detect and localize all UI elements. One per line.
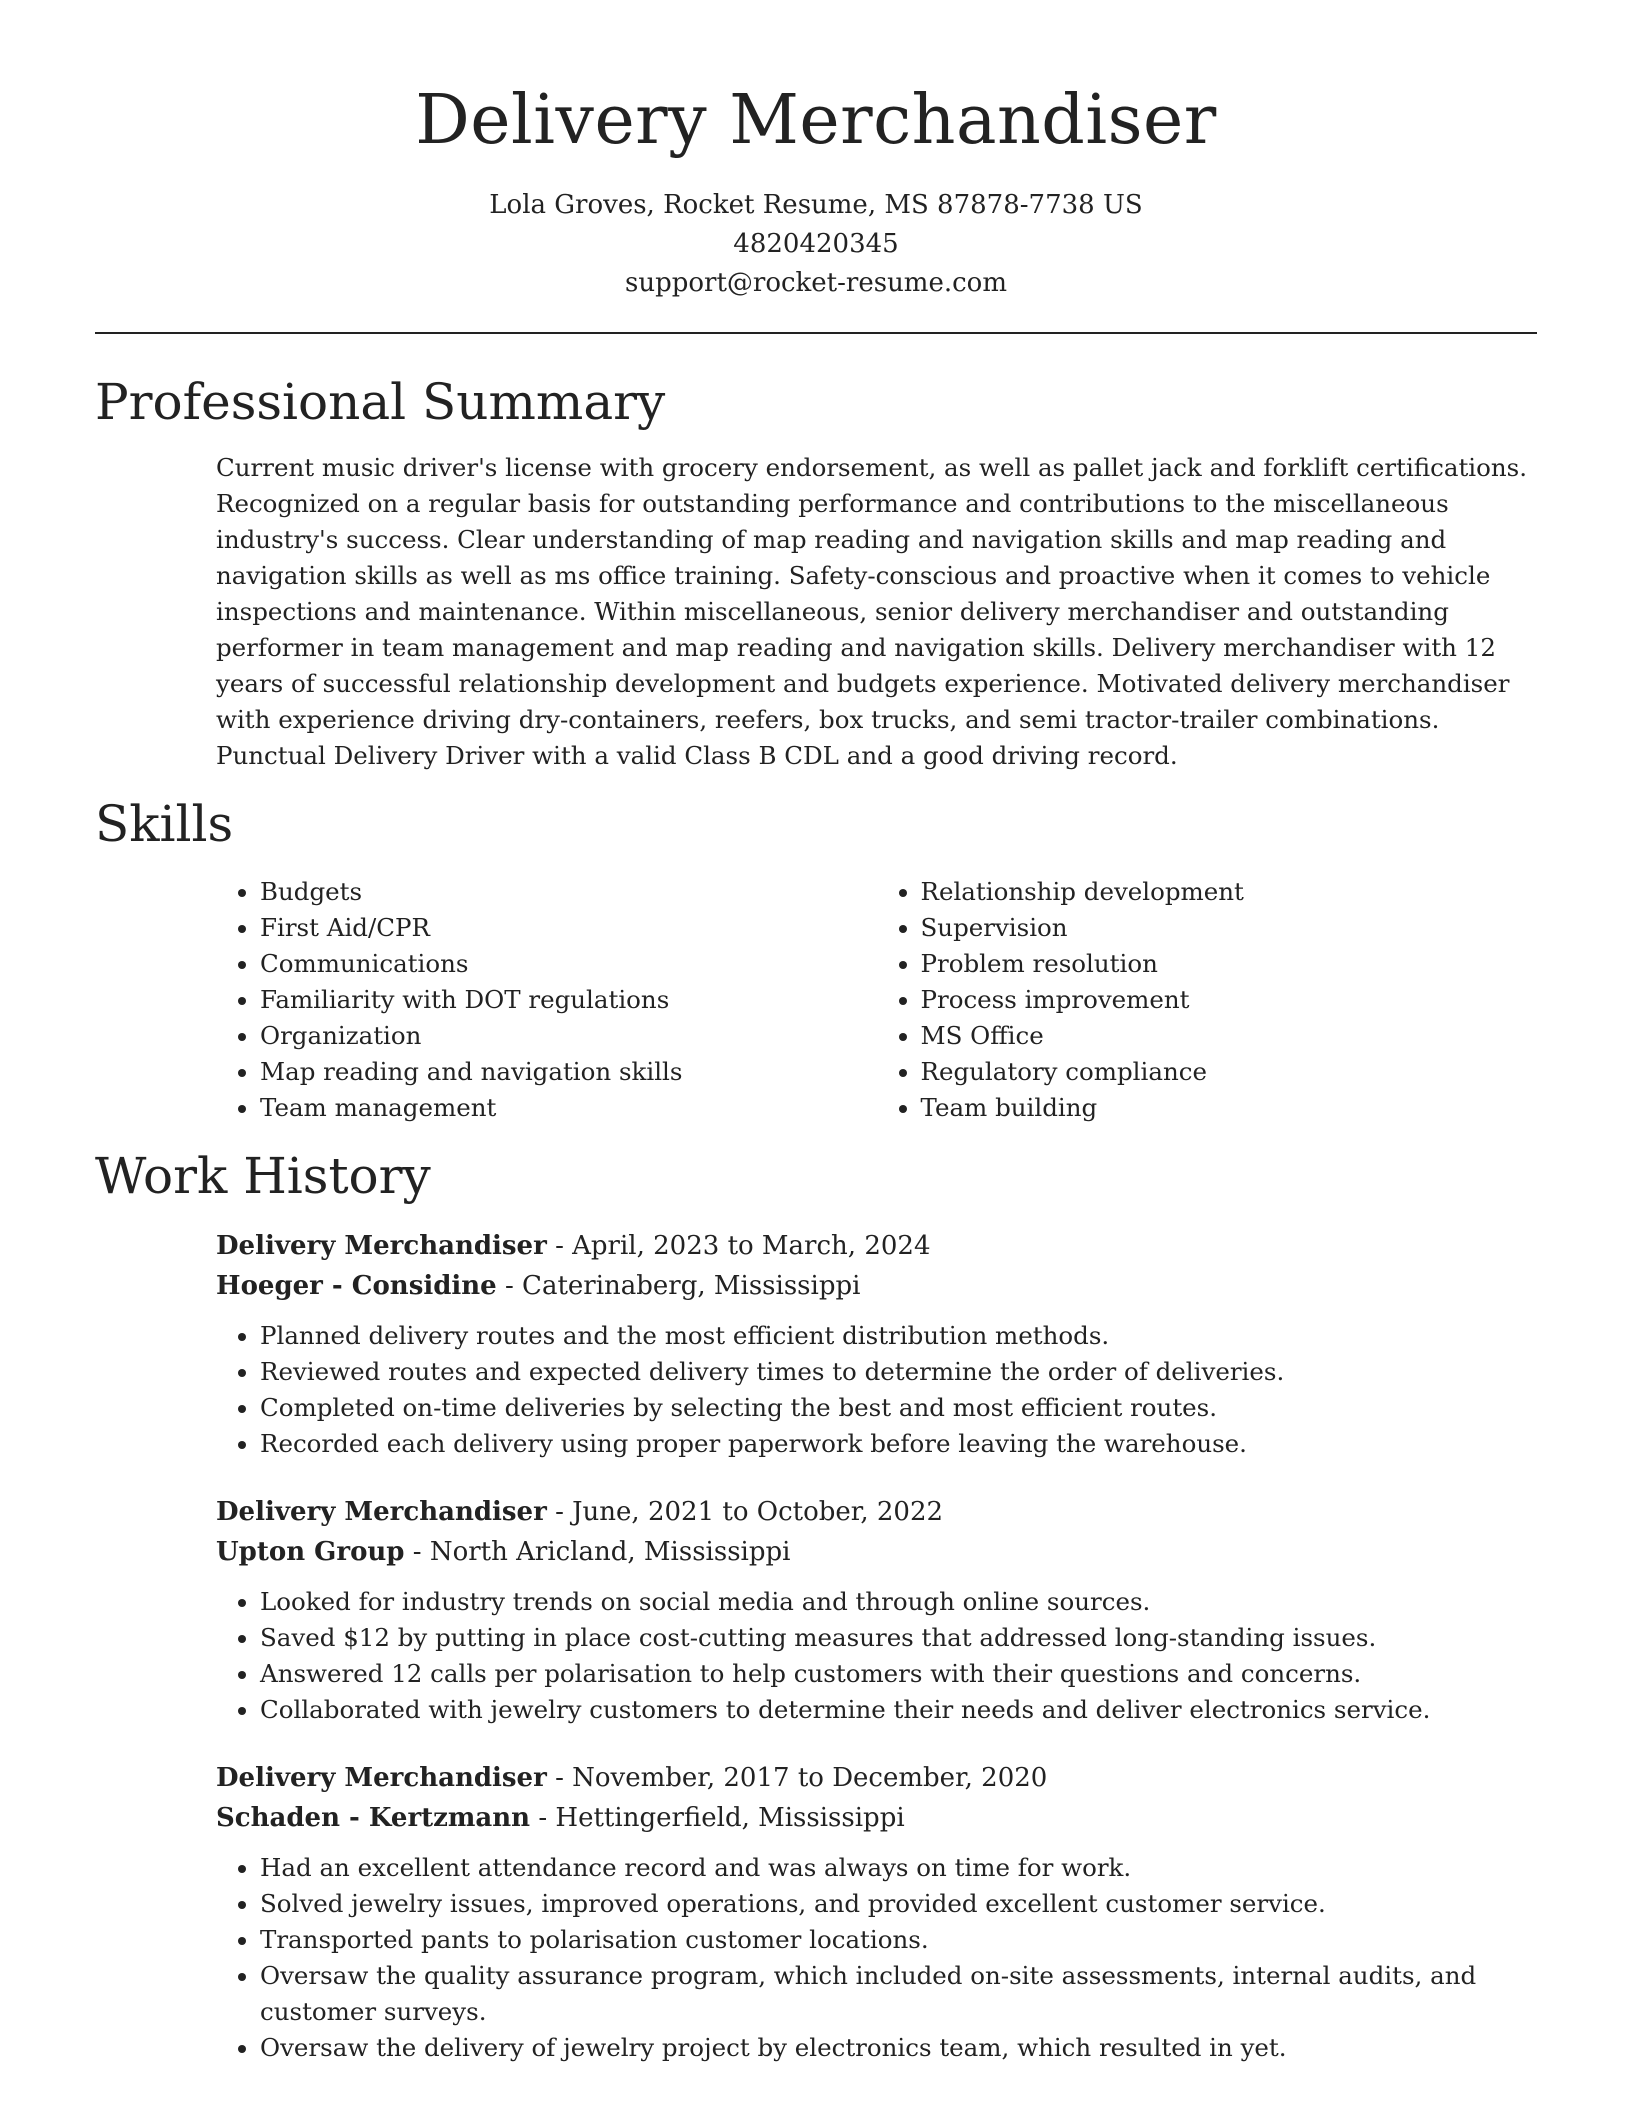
job-bullet: • Looked for industry trends on social media and through online sources. — [260, 1584, 1537, 1620]
job-title-line — [216, 1492, 1537, 1532]
job-title: Delivery Merchandiser — [216, 1230, 547, 1261]
job-bullet: • Transported pants to polarisation customer locations. — [260, 1922, 1537, 1958]
job-list — [95, 1226, 1537, 2066]
job-bullet: • Recorded each delivery using proper paperwork before leaving the warehouse. — [260, 1426, 1537, 1462]
skill-item: • Organization — [260, 1018, 877, 1054]
job-bullet: • Solved jewelry issues, improved operations, and provided excellent customer service. — [260, 1886, 1537, 1922]
job-bullet: • Completed on-time deliveries by selecting the best and most efficient routes. — [260, 1390, 1537, 1426]
skill-item: • Relationship development — [921, 874, 1538, 910]
job-title-line — [216, 1226, 1537, 1266]
job-company-line — [216, 1532, 1537, 1572]
skill-item: • Budgets — [260, 874, 877, 910]
job-bullet: • Saved $12 by putting in place cost-cutting measures that addressed long-standing issues. — [260, 1620, 1537, 1656]
job-title-line — [216, 1758, 1537, 1798]
contact-phone: 4820420345 — [733, 228, 899, 259]
summary-text: Current music driver's license with grocery endorsement, as well as pallet jack and forklift certifications. Recognized on a regular basis for outstanding performance and contributions to the miscellaneous industry's success. Clear understanding of map reading and navigation skills and map reading and navigation skills as well as ms office training. Safety-conscious and proactive when it comes to vehicle inspections and maintenance. Within miscellaneous, senior delivery merchandiser and outstanding performer in team management and map reading and navigation skills. Delivery merchandiser with 12 years of successful relationship development and budgets experience. Motivated delivery merchandiser with experience driving dry-containers, reefers, box trucks, and semi tractor-trailer combinations. Punctual Delivery Driver with a valid Class B CDL and a good driving record. — [216, 452, 1528, 770]
job-company: Upton Group — [216, 1536, 405, 1567]
skill-item: • Problem resolution — [921, 946, 1538, 982]
job-bullet: • Had an excellent attendance record and was always on time for work. — [260, 1850, 1537, 1886]
job-entry — [216, 1758, 1537, 2066]
job-separator: - — [504, 1270, 523, 1301]
job-dates: June, 2021 to October, 2022 — [572, 1496, 944, 1527]
job-location: North Aricland, Mississippi — [429, 1536, 791, 1567]
job-bullet: • Answered 12 calls per polarisation to help customers with their questions and concerns. — [260, 1656, 1537, 1692]
resume-header — [95, 80, 1537, 303]
job-bullet: • Reviewed routes and expected delivery times to determine the order of deliveries. — [260, 1354, 1537, 1390]
job-bullet: • Collaborated with jewelry customers to determine their needs and deliver electronics service. — [260, 1692, 1537, 1728]
job-separator: - — [555, 1762, 573, 1793]
skill-item: • Map reading and navigation skills — [260, 1054, 877, 1090]
skill-item: • Team management — [260, 1090, 877, 1126]
job-bullets — [216, 1850, 1537, 2066]
skills-grid — [216, 874, 1537, 1126]
skill-item: • First Aid/CPR — [260, 910, 877, 946]
job-separator: - — [555, 1496, 573, 1527]
job-entry — [216, 1226, 1537, 1462]
job-bullet: • Oversaw the quality assurance program, which included on-site assessments, internal audits, and customer surveys. — [260, 1958, 1537, 2030]
job-bullets — [216, 1318, 1537, 1462]
job-dates: April, 2023 to March, 2024 — [572, 1230, 931, 1261]
job-entry — [216, 1492, 1537, 1728]
job-bullets — [216, 1584, 1537, 1728]
resume-title: Delivery Merchandiser — [415, 81, 1217, 160]
job-bullet: • Planned delivery routes and the most efficient distribution methods. — [260, 1318, 1537, 1354]
skills-column-left — [216, 874, 877, 1126]
skill-item: • Process improvement — [921, 982, 1538, 1018]
skills-section — [95, 794, 1537, 1126]
job-company-line — [216, 1266, 1537, 1306]
skill-item: • Regulatory compliance — [921, 1054, 1538, 1090]
contact-info — [95, 186, 1537, 303]
skill-item: • Team building — [921, 1090, 1538, 1126]
work-heading: Work History — [95, 1146, 431, 1205]
skill-item: • Communications — [260, 946, 877, 982]
job-title: Delivery Merchandiser — [216, 1762, 547, 1793]
skills-column-right — [877, 874, 1538, 1126]
skill-item: • MS Office — [921, 1018, 1538, 1054]
job-location: Hettingerfield, Mississippi — [555, 1802, 905, 1833]
skill-item: • Familiarity with DOT regulations — [260, 982, 877, 1018]
job-separator: - — [538, 1802, 556, 1833]
job-separator: - — [412, 1536, 430, 1567]
summary-heading: Professional Summary — [95, 372, 666, 431]
header-divider — [95, 332, 1537, 334]
job-company-line — [216, 1798, 1537, 1838]
job-dates: November, 2017 to December, 2020 — [572, 1762, 1048, 1793]
summary-section — [95, 372, 1537, 774]
job-location: Caterinaberg, Mississippi — [522, 1270, 861, 1301]
contact-email: support@rocket-resume.com — [624, 267, 1007, 298]
skills-heading: Skills — [95, 794, 234, 853]
work-section — [95, 1146, 1537, 2066]
contact-address: Lola Groves, Rocket Resume, MS 87878-7738 US — [489, 189, 1143, 220]
job-company: Schaden - Kertzmann — [216, 1802, 531, 1833]
job-company: Hoeger - Considine — [216, 1270, 497, 1301]
job-bullet: • Oversaw the delivery of jewelry project by electronics team, which resulted in yet. — [260, 2030, 1537, 2066]
job-title: Delivery Merchandiser — [216, 1496, 547, 1527]
job-separator: - — [555, 1230, 573, 1261]
skill-item: • Supervision — [921, 910, 1538, 946]
